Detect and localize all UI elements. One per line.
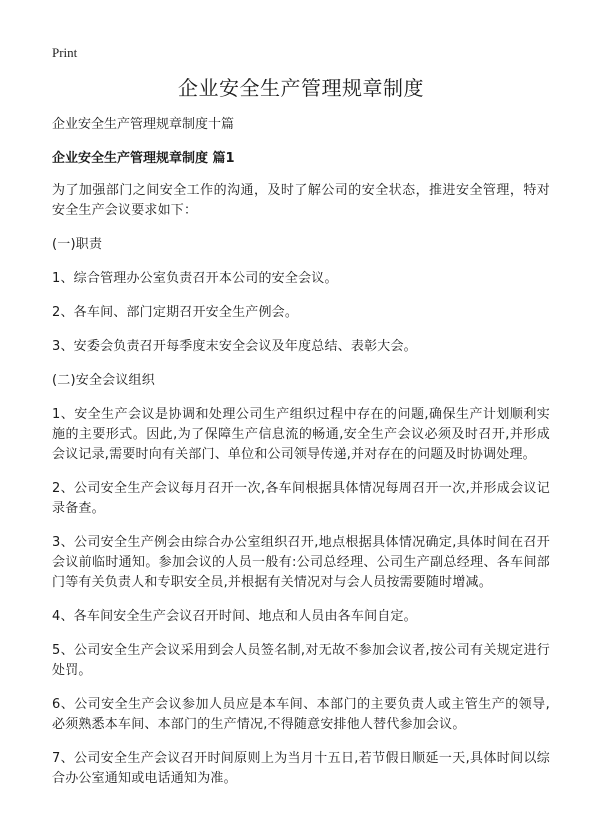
print-link[interactable]: Print — [52, 45, 78, 60]
paragraph-org-1: 1、安全生产会议是协调和处理公司生产组织过程中存在的问题,确保生产计划顺利实施的主要形式。因此,为了保障生产信息流的畅通,安全生产会议必须及时召开,并形成会议记录,需要时向有关部门、单位和公司领导传递,并对存在的问题及时协调处理。 — [52, 407, 550, 462]
paragraph-duty-2: 2、各车间、部门定期召开安全生产例会。 — [52, 305, 299, 320]
paragraph-heading-duties: (一)职责 — [52, 237, 103, 252]
paragraph-org-5: 5、公司安全生产会议采用到会人员签名制,对无故不参加会议者,按公司有关规定进行处罚。 — [52, 643, 550, 678]
paragraph-org-6: 6、公司安全生产会议参加人员应是本车间、本部门的主要负责人或主管生产的领导,必须熟悉本车间、本部门的生产情况,不得随意安排他人替代参加会议。 — [52, 697, 550, 732]
document-subtitle: 企业安全生产管理规章制度十篇 — [52, 117, 235, 132]
paragraph-intro: 为了加强部门之间安全工作的沟通，及时了解公司的安全状态，推进安全管理，特对安全生产会议要求如下： — [52, 183, 550, 218]
paragraph-org-3: 3、公司安全生产例会由综合办公室组织召开,地点根据具体情况确定,具体时间在召开会议前临时通知。参加会议的人员一般有:公司总经理、公司生产副总经理、各车间部门等有关负责人和专职安全员,并根据有关情况对与会人员按需要随时增减。 — [52, 535, 550, 590]
paragraph-org-2: 2、公司安全生产会议每月召开一次,各车间根据具体情况每周召开一次,并形成会议记录备查。 — [52, 481, 550, 516]
paragraph-duty-3: 3、安委会负责召开每季度末安全会议及年度总结、表彰大会。 — [52, 339, 417, 354]
page-title: 企业安全生产管理规章制度 — [178, 76, 424, 100]
paragraph-org-4: 4、各车间安全生产会议召开时间、地点和人员由各车间自定。 — [52, 609, 417, 624]
paragraph-duty-1: 1、综合管理办公室负责召开本公司的安全会议。 — [52, 271, 338, 286]
paragraph-org-7: 7、公司安全生产会议召开时间原则上为当月十五日,若节假日顺延一天,具体时间以综合办公室通知或电话通知为准。 — [52, 751, 550, 786]
section-heading: 企业安全生产管理规章制度 篇1 — [52, 151, 235, 166]
paragraph-heading-organization: (二)安全会议组织 — [52, 373, 155, 388]
